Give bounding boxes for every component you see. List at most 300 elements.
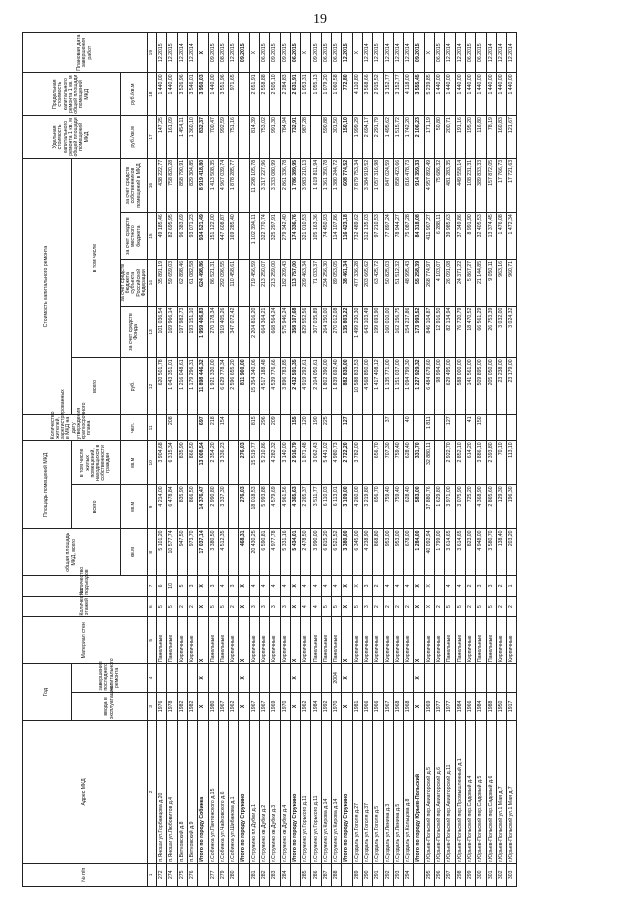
- row-planned-date: 12.2014: [187, 33, 197, 73]
- table-row: [486, 33, 496, 887]
- row-planned-date: 06.2015: [435, 33, 445, 73]
- row-number: 279: [218, 863, 228, 886]
- row-wall-material: Кирпичные: [404, 617, 414, 664]
- row-total-area: 1 799,00: [435, 529, 445, 576]
- row-cost-federal: 110 458,61: [229, 259, 239, 306]
- row-wall-material: Кирпичные: [383, 617, 393, 664]
- row-floors: 5: [167, 596, 177, 617]
- row-residents: [435, 415, 445, 441]
- row-year-last-repair: X: [198, 664, 208, 693]
- row-unit-cost: 195,20: [465, 116, 475, 159]
- column-index: 10: [148, 441, 157, 485]
- table-row: [229, 33, 239, 887]
- row-cost-total: 10 588 833,53: [352, 358, 362, 415]
- row-premises-total: 4 579,69: [270, 485, 280, 529]
- row-premises-resident: 2 722,20: [342, 441, 352, 485]
- row-premises-resident: 5 210,86: [259, 441, 269, 485]
- table-row: [311, 33, 321, 887]
- row-address: Итого по городу Юрьев-Польский: [414, 721, 424, 864]
- row-cost-local: 169 285,40: [229, 213, 239, 260]
- row-cost-federal: 48 995,43: [404, 259, 414, 306]
- repair-plan-table: [22, 32, 517, 887]
- row-cost-fund: 575 946,24: [280, 306, 290, 358]
- table-row: [424, 33, 434, 887]
- row-cost-fund: 846 104,87: [424, 306, 434, 358]
- row-year-commission: X: [239, 692, 249, 721]
- row-cost-local: 325 297,91: [270, 213, 280, 260]
- row-limit-cost: 2 651,91: [249, 73, 259, 116]
- row-unit-cost: [311, 116, 321, 159]
- row-premises-resident: 4 980,73: [332, 441, 342, 485]
- row-cost-owners: 858 423,66: [393, 158, 403, 212]
- column-index: 19: [148, 33, 157, 73]
- row-cost-local: 447 608,87: [218, 213, 228, 260]
- row-cost-federal: 55 258,39: [414, 259, 424, 306]
- row-address: г.Струнино ул.Кирова д.14: [332, 721, 342, 864]
- row-address: г.Юрьев-Польский пер.Авиаторский д.11: [445, 721, 455, 864]
- table-row: [321, 33, 331, 887]
- row-unit-cost: 590,88: [321, 116, 331, 159]
- row-limit-cost: 1 440,00: [435, 73, 445, 116]
- row-premises-total: 4 365,63: [290, 485, 300, 529]
- row-address: г.Струнино кв.Дубки д.3: [270, 721, 280, 864]
- row-floors: 5: [486, 596, 496, 617]
- row-premises-resident: 4 282,32: [270, 441, 280, 485]
- row-number: 301: [486, 863, 496, 886]
- row-cost-total: 4 568 850,00: [362, 358, 372, 415]
- row-unit-cost: 700,47: [208, 116, 218, 159]
- row-entrances: 4: [311, 576, 321, 597]
- unit-residents: чел.: [121, 415, 148, 441]
- row-entrances: 6: [157, 576, 167, 597]
- row-cost-owners: 4 967 039,74: [218, 158, 228, 212]
- row-cost-owners: 75 686,32: [435, 158, 445, 212]
- row-address: г.Собинка ул.Шибанова д.1: [229, 721, 239, 864]
- row-cost-total: 23 238,00: [496, 358, 506, 415]
- subtotal-row: [342, 33, 352, 887]
- row-planned-date: 12.2014: [177, 33, 187, 73]
- row-planned-date: 12.2014: [486, 33, 496, 73]
- row-limit-cost: 2 558,88: [259, 73, 269, 116]
- row-total-area: 6 590,81: [259, 529, 269, 576]
- row-planned-date: 12.2014: [455, 33, 465, 73]
- row-limit-cost: 3 526,96: [177, 73, 187, 116]
- row-cost-total: 882 835,00: [342, 358, 352, 415]
- row-address: г.Юрьев-Польский пер.Промышленный д.1: [455, 721, 465, 864]
- row-wall-material: Кирпичные: [259, 617, 269, 664]
- row-cost-fund: [239, 306, 249, 358]
- row-cost-federal: 9 050,11: [486, 259, 496, 306]
- row-cost-local: 39 985,63: [445, 213, 455, 260]
- header-limit-cost: Предельная стоимость капитального ремонта 1 кв. м общей площади помещений МКД: [23, 73, 121, 116]
- row-cost-owners: 1 786 389,95: [290, 158, 300, 212]
- row-wall-material: X: [239, 617, 249, 664]
- row-floors: X: [290, 596, 300, 617]
- row-premises-total: 4 214,00: [157, 485, 167, 529]
- row-total-area: 973,70: [187, 529, 197, 576]
- column-index: 13: [148, 306, 157, 358]
- row-cost-owners: 17 721,63: [507, 158, 517, 212]
- row-year-last-repair: [486, 664, 496, 693]
- row-wall-material: X: [290, 617, 300, 664]
- row-residents: [352, 415, 362, 441]
- row-cost-total: 6 629 778,34: [218, 358, 228, 415]
- row-wall-material: Кирпичные: [435, 617, 445, 664]
- row-entrances: 3: [486, 576, 496, 597]
- row-premises-resident: 3 782,00: [352, 441, 362, 485]
- table-row: [208, 33, 218, 887]
- row-floors: 4: [301, 596, 311, 617]
- row-limit-cost: 1 440,00: [445, 73, 455, 116]
- row-cost-local: 32 405,53: [476, 213, 486, 260]
- row-cost-local: [239, 213, 249, 260]
- row-year-last-repair: X: [342, 664, 352, 693]
- row-floors: 2: [496, 596, 506, 617]
- row-year-last-repair: [507, 664, 517, 693]
- row-cost-fund: 347 072,42: [229, 306, 239, 358]
- header-floors: Количество этажей: [23, 596, 148, 617]
- row-cost-federal: 477 336,28: [352, 259, 362, 306]
- row-unit-cost: 200,71: [445, 116, 455, 159]
- row-total-area: 3 614,65: [445, 529, 455, 576]
- row-number: 286: [311, 863, 321, 886]
- row-limit-cost: 3 546,01: [187, 73, 197, 116]
- row-total-area: 5 101,20: [157, 529, 167, 576]
- row-entrances: X: [342, 576, 352, 597]
- row-cost-local: 78 944,27: [393, 213, 403, 260]
- row-cost-owners: 11 298 105,78: [249, 158, 259, 212]
- header-cost-owners: за счет средств собственников помещений в МКД: [121, 158, 148, 212]
- row-unit-cost: 150,10: [342, 116, 352, 159]
- row-cost-federal: 203 665,62: [362, 259, 372, 306]
- row-premises-resident: 276,03: [239, 441, 249, 485]
- row-entrances: 4: [218, 576, 228, 597]
- row-cost-fund: 270 012,08: [332, 306, 342, 358]
- row-floors: 5: [352, 596, 362, 617]
- row-premises-total: 5 993,88: [259, 485, 269, 529]
- row-unit-cost: 171,19: [424, 116, 434, 159]
- row-cost-owners: 3 983 210,13: [301, 158, 311, 212]
- row-residents: 41: [465, 415, 475, 441]
- row-premises-total: 583,00: [414, 485, 424, 529]
- row-entrances: 3: [187, 576, 197, 597]
- row-planned-date: 09.2015: [208, 33, 218, 73]
- row-cost-total: 2 596 655,20: [229, 358, 239, 415]
- row-cost-total: 1 179 296,31: [187, 358, 197, 415]
- row-entrances: 10: [167, 576, 177, 597]
- row-premises-total: 1 629,80: [435, 485, 445, 529]
- row-cost-local: 1 476,08: [496, 213, 506, 260]
- row-cost-fund: 66 561,29: [476, 306, 486, 358]
- row-total-area: 468,31: [239, 529, 249, 576]
- row-cost-federal: 113 757,00: [290, 259, 300, 306]
- row-cost-fund: 76 720,79: [455, 306, 465, 358]
- row-unit-cost: 987,28: [301, 116, 311, 159]
- table-row: [167, 33, 177, 887]
- row-floors: 2: [507, 596, 517, 617]
- row-year-last-repair: [208, 664, 218, 693]
- row-entrances: 2: [465, 576, 475, 597]
- row-total-area: 868,80: [373, 529, 383, 576]
- table-row: [177, 33, 187, 887]
- row-premises-resident: [362, 441, 372, 485]
- row-cost-total: 1 216 048,61: [177, 358, 187, 415]
- row-cost-local: 96 383,69: [177, 213, 187, 260]
- row-cost-local: 732 489,62: [352, 213, 362, 260]
- row-cost-owners: [239, 158, 249, 212]
- row-limit-cost: 1 060,58: [332, 73, 342, 116]
- row-limit-cost: 1 440,00: [157, 73, 167, 116]
- row-premises-resident: 6 315,34: [167, 441, 177, 485]
- row-number: 288: [332, 863, 342, 886]
- row-planned-date: 12.2014: [445, 33, 455, 73]
- row-cost-owners: 1 878 285,77: [229, 158, 239, 212]
- row-year-last-repair: [383, 664, 393, 693]
- row-cost-fund: 1 499 230,30: [352, 306, 362, 358]
- row-unit-cost: 147,25: [157, 116, 167, 159]
- row-total-area: 3 990,00: [311, 529, 321, 576]
- row-address: г.Юрьев-Польский пер.Садовый д.5: [476, 721, 486, 864]
- table-row: [301, 33, 311, 887]
- row-year-commission: 1982: [177, 692, 187, 721]
- row-premises-resident: 656,70: [373, 441, 383, 485]
- row-cost-owners: 8 919 418,80: [198, 158, 208, 212]
- row-unit-cost: 1 454,11: [177, 116, 187, 159]
- row-cost-fund: 668 564,24: [270, 306, 280, 358]
- row-premises-resident: 70,10: [496, 441, 506, 485]
- row-wall-material: Панельные: [476, 617, 486, 664]
- row-residents: [157, 415, 167, 441]
- row-entrances: 4: [270, 576, 280, 597]
- row-cost-federal: 35 891,19: [157, 259, 167, 306]
- row-limit-cost: 1 079,20: [321, 73, 331, 116]
- row-floors: 5: [476, 596, 486, 617]
- row-residents: [393, 415, 403, 441]
- row-year-last-repair: [249, 664, 259, 693]
- row-number: 281: [249, 863, 259, 886]
- row-premises-total: 4 961,56: [280, 485, 290, 529]
- row-address: г.Юрьев-Польский пер.Авиаторский д.5: [424, 721, 434, 864]
- row-premises-total: 3 219,80: [362, 485, 372, 529]
- row-floors: 3: [362, 596, 372, 617]
- row-wall-material: Кирпичные: [280, 617, 290, 664]
- unit-limit-cost: руб./кв.м: [121, 73, 148, 116]
- row-total-area: 17 037,14: [198, 529, 208, 576]
- row-planned-date: 12.2014: [507, 33, 517, 73]
- row-cost-total: 4 539 776,66: [270, 358, 280, 415]
- row-number: 291: [373, 863, 383, 886]
- row-year-commission: 1966: [465, 692, 475, 721]
- row-premises-total: 196,30: [507, 485, 517, 529]
- column-index: 9: [148, 485, 157, 529]
- row-residents: [177, 415, 187, 441]
- row-wall-material: Кирпичные: [177, 617, 187, 664]
- row-number: 297: [445, 863, 455, 886]
- row-total-area: 4 977,78: [270, 529, 280, 576]
- row-year-commission: 1992: [321, 692, 331, 721]
- column-index: 1: [148, 863, 157, 886]
- row-premises-total: 759,40: [393, 485, 403, 529]
- row-premises-total: 3 109,00: [342, 485, 352, 529]
- row-cost-owners: 438 222,77: [157, 158, 167, 212]
- row-address: г.Струнино ул.Горького д.11: [301, 721, 311, 864]
- header-funding-group: в том числе: [72, 158, 121, 358]
- row-planned-date: 12.2015: [373, 33, 383, 73]
- row-cost-federal: 86 521,31: [208, 259, 218, 306]
- table-stage: [22, 32, 632, 887]
- row-number: [198, 863, 208, 886]
- row-premises-total: 6 110,03: [321, 485, 331, 529]
- header-premises-group: Площадь помещений МКД: [23, 441, 72, 529]
- row-entrances: 4: [280, 576, 290, 597]
- row-entrances: 4: [404, 576, 414, 597]
- row-residents: 218: [208, 415, 218, 441]
- row-residents: 225: [321, 415, 331, 441]
- row-cost-fund: 160 010,00: [383, 306, 393, 358]
- row-cost-federal: 62 898,46: [177, 259, 187, 306]
- row-residents: [507, 415, 517, 441]
- row-address: Итого по городу Струнино: [342, 721, 352, 864]
- row-year-last-repair: [352, 664, 362, 693]
- row-unit-cost: 78,19: [486, 116, 496, 159]
- row-cost-fund: 162 156,75: [393, 306, 403, 358]
- row-year-commission: 1977: [435, 692, 445, 721]
- row-floors: 5: [157, 596, 167, 617]
- row-premises-resident: 2 922,70: [445, 441, 455, 485]
- row-unit-cost: 191,16: [455, 116, 465, 159]
- row-limit-cost: 4 110,80: [352, 73, 362, 116]
- row-cost-owners: 858 790,91: [177, 158, 187, 212]
- row-number: 303: [507, 863, 517, 886]
- row-planned-date: 09.2015: [311, 33, 321, 73]
- row-floors: 2: [465, 596, 475, 617]
- row-premises-total: [229, 485, 239, 529]
- row-wall-material: Панельные: [311, 617, 321, 664]
- row-cost-local: 97 210,53: [373, 213, 383, 260]
- row-cost-fund: 193 151,10: [187, 306, 197, 358]
- row-premises-total: 628,40: [404, 485, 414, 529]
- row-premises-total: 14 376,47: [198, 485, 208, 529]
- row-wall-material: Панельные: [167, 617, 177, 664]
- row-year-commission: 1967: [218, 692, 228, 721]
- column-index: 8: [148, 529, 157, 576]
- row-limit-cost: 2 915,52: [373, 73, 383, 116]
- row-cost-total: 1 921 330,00: [208, 358, 218, 415]
- row-year-commission: 1969: [424, 692, 434, 721]
- row-limit-cost: 1 440,00: [208, 73, 218, 116]
- row-entrances: 4: [301, 576, 311, 597]
- row-premises-resident: 1 871,48: [301, 441, 311, 485]
- row-limit-cost: 3 152,77: [393, 73, 403, 116]
- row-wall-material: Панельные: [157, 617, 167, 664]
- row-residents: [362, 415, 372, 441]
- row-floors: X: [414, 596, 424, 617]
- row-limit-cost: 1 440,00: [455, 73, 465, 116]
- row-wall-material: Кирпичные: [496, 617, 506, 664]
- row-cost-owners: 481 283,35: [445, 158, 455, 212]
- page-number: 19: [313, 12, 327, 27]
- row-cost-total: 15 354 340,06: [249, 358, 259, 415]
- row-wall-material: Кирпичные: [249, 617, 259, 664]
- row-year-last-repair: [157, 664, 167, 693]
- header-year-commission: ввода в эксплуатацию: [72, 692, 148, 721]
- row-limit-cost: 1 440,00: [486, 73, 496, 116]
- row-total-area: 3 614,65: [455, 529, 465, 576]
- row-limit-cost: 3 555,45: [414, 73, 424, 116]
- row-address: г.Собинка ул.Чайковского д.6: [218, 721, 228, 864]
- row-limit-cost: [239, 73, 249, 116]
- column-index: 12: [148, 358, 157, 415]
- table-row: [476, 33, 486, 887]
- row-cost-local: 1 102 394,11: [249, 213, 259, 260]
- row-premises-total: 835,90: [177, 485, 187, 529]
- row-planned-date: 06.2015: [290, 33, 300, 73]
- row-residents: 154: [218, 415, 228, 441]
- header-address: Адрес МКД: [23, 721, 148, 864]
- row-number: 287: [321, 863, 331, 886]
- row-planned-date: 12.2014: [496, 33, 506, 73]
- row-cost-local: 13 374,45: [486, 213, 496, 260]
- row-floors: 2: [393, 596, 403, 617]
- row-premises-resident: 866,50: [187, 441, 197, 485]
- row-wall-material: Кирпичные: [465, 617, 475, 664]
- row-cost-local: 411 907,27: [424, 213, 434, 260]
- row-total-area: 4 512,35: [218, 529, 228, 576]
- row-residents: 190: [311, 415, 321, 441]
- row-premises-total: 37 880,76: [424, 485, 434, 529]
- row-planned-date: 09.2015: [280, 33, 290, 73]
- row-cost-federal: 209 463,34: [301, 259, 311, 306]
- row-unit-cost: 160,83: [496, 116, 506, 159]
- unit-premises-total: кв.м: [121, 485, 148, 529]
- row-cost-owners: 4 957 892,49: [424, 158, 434, 212]
- table-row: [280, 33, 290, 887]
- row-address: г.Суздаль ул.Кольцова д.8: [404, 721, 414, 864]
- row-cost-local: 934 521,49: [198, 213, 208, 260]
- row-year-commission: 1962: [301, 692, 311, 721]
- row-total-area: 6 815,20: [321, 529, 331, 576]
- unit-cost-total: руб.: [121, 358, 148, 415]
- row-unit-cost: 1 360,10: [187, 116, 197, 159]
- header-year-last-repair: завершение последнего капитального ремонта: [72, 664, 148, 693]
- row-cost-total: 141 561,00: [465, 358, 475, 415]
- row-residents: [486, 415, 496, 441]
- row-premises-total: 3 075,90: [455, 485, 465, 529]
- header-cost-local: за счет средств местного бюджета: [121, 213, 148, 260]
- row-cost-federal: 38 461,34: [342, 259, 352, 306]
- row-year-last-repair: [167, 664, 177, 693]
- row-residents: [280, 415, 290, 441]
- row-floors: 2: [404, 596, 414, 617]
- row-residents: 37: [383, 415, 393, 441]
- row-address: г.Суздаль ул.Гоголя д.5: [373, 721, 383, 864]
- row-floors: 3: [249, 596, 259, 617]
- row-cost-total: 1 802 390,00: [321, 358, 331, 415]
- row-cost-owners: 1 413 508,35: [208, 158, 218, 212]
- row-entrances: 4: [332, 576, 342, 597]
- row-premises-resident: [435, 441, 445, 485]
- row-limit-cost: 3 950,03: [198, 73, 208, 116]
- row-cost-fund: 3 024,32: [507, 306, 517, 358]
- row-total-area: 2 478,50: [301, 529, 311, 576]
- row-address: Итого по городу Собинка: [198, 721, 208, 864]
- row-cost-federal: 268 774,97: [424, 259, 434, 306]
- row-premises-resident: 331,70: [414, 441, 424, 485]
- row-planned-date: 09.2015: [414, 33, 424, 73]
- table-row: [465, 33, 475, 887]
- row-planned-date: X: [249, 33, 259, 73]
- header-cost-group: Стоимость капитального ремонта: [23, 158, 72, 415]
